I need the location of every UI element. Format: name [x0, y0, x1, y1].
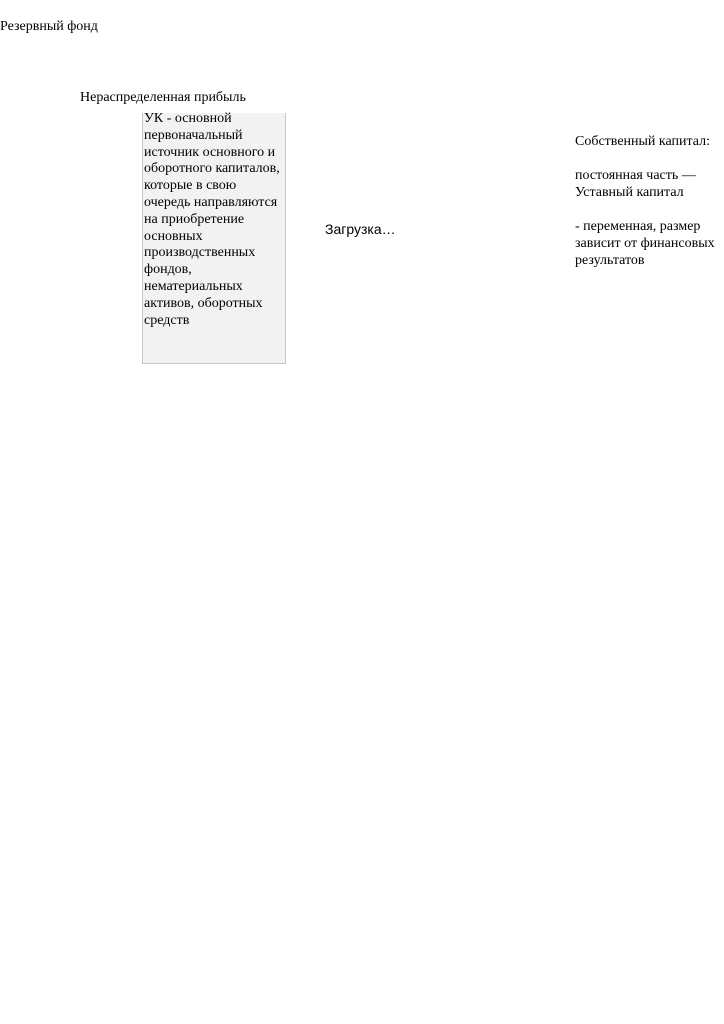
loading-indicator: Загрузка…: [325, 221, 396, 237]
equity-heading: Собственный капитал:: [575, 134, 711, 149]
authorized-capital-description: УК - основной первоначальный источник основного и оборотного капиталов, которые в свою очередь направляются на приобретение основных производственных фондов, нематериальных активов, оборотных средств: [144, 111, 280, 328]
permanent-part-line1: постоянная часть —: [575, 168, 696, 183]
spacer: [575, 150, 724, 167]
permanent-part-line2: Уставный капитал: [575, 185, 684, 200]
equity-capital-block: [575, 133, 724, 269]
clipped-text-content: Нераспределенная прибыль: [80, 90, 246, 105]
authorized-capital-box: [142, 113, 286, 364]
spacer: [575, 201, 724, 218]
clipped-text-fragment: [80, 90, 246, 114]
variable-part: - переменная, размер зависит от финансовых результатов: [575, 219, 715, 268]
reserve-fund-label: Резервный фонд: [0, 19, 98, 34]
